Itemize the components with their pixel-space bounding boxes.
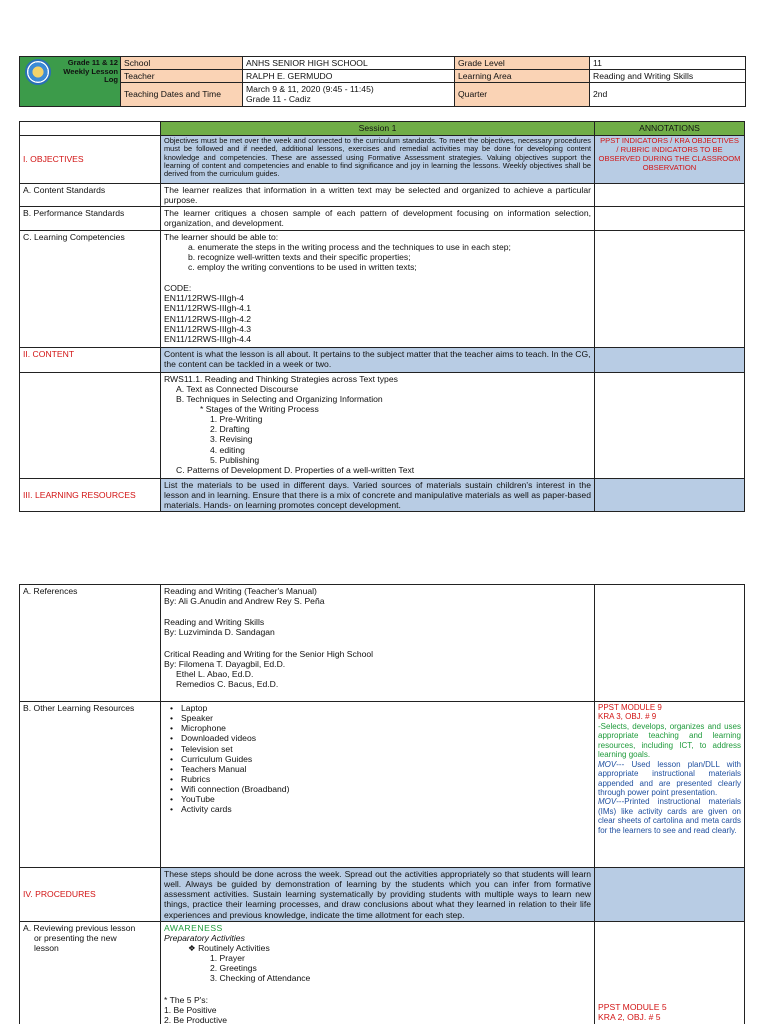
- code-item: EN11/12RWS-IIIgh-4.3: [164, 323, 252, 334]
- content-text: Content is what the lesson is all about. It pertains to the subject matter that the teacher aims to teach. In the CG, the content can be tackled in a week or two.: [161, 347, 595, 372]
- logo-cell: [20, 57, 121, 107]
- mov-note: [598, 760, 741, 798]
- topic-item: B. Techniques in Selecting and Organizing Information: [176, 393, 383, 404]
- five-ps-item: 2. Be Productive: [164, 1014, 228, 1024]
- grade-level-value: 11: [590, 57, 746, 70]
- content-standards-text: The learner realizes that information in a written text may be selected and organized to achieve a particular purpose.: [161, 184, 595, 207]
- routine-item: 2. Greetings: [210, 963, 257, 974]
- awareness-label: AWARENESS: [164, 922, 223, 933]
- ppst-module-9-kra: KRA 3, OBJ. # 9: [598, 712, 657, 722]
- list-item: • YouTube: [170, 794, 591, 804]
- grade-level-label: Grade Level: [455, 57, 590, 70]
- review-label: A. Reviewing previous lesson or presenting the new lesson: [23, 922, 136, 953]
- lesson-log-label: Grade 11 & 12 Weekly Lesson Log: [63, 58, 118, 85]
- reference-authors: By: Luzviminda D. Sandagan: [164, 627, 275, 638]
- mov-label: MOV: [598, 797, 617, 807]
- teacher-label: Teacher: [121, 70, 243, 83]
- references-label: A. References: [20, 585, 161, 702]
- resources-list: [164, 703, 591, 815]
- topic-subitem: * Stages of the Writing Process: [200, 403, 319, 414]
- learning-resources-text: List the materials to be used in different days. Varied sources of materials sustain children's interest in the lesson and in learning. Ensure that there is a mix of concrete and manipulative materials as well as paper-based materials. Hands- on learning promotes concept development.: [161, 478, 595, 511]
- review-cell: [161, 921, 595, 1024]
- mov-note: [598, 797, 741, 835]
- review-label-cell: [20, 921, 161, 1024]
- performance-standards-text: The learner critiques a chosen sample of each pattern of development focusing on information selection, organization, and development.: [161, 207, 595, 230]
- competency-item: b. recognize well-written texts and their specific properties;: [188, 251, 411, 262]
- mov-label: MOV: [598, 759, 617, 769]
- header-table: [19, 56, 746, 107]
- session-header: Session 1: [161, 122, 595, 136]
- reference-authors: Remedios C. Bacus, Ed.D.: [176, 678, 279, 689]
- topic-item: A. Text as Connected Discourse: [176, 383, 299, 394]
- routine-label: ❖ Routinely Activities: [188, 942, 270, 953]
- code-item: EN11/12RWS-IIIgh-4.4: [164, 333, 252, 344]
- competencies-intro: The learner should be able to:: [164, 231, 279, 242]
- quarter-label: Quarter: [455, 83, 590, 106]
- ppst-module-9-title: PPST MODULE 9: [598, 703, 662, 712]
- content-label: II. CONTENT: [20, 347, 161, 372]
- reference-title: Reading and Writing (Teacher's Manual): [164, 586, 317, 596]
- five-ps-item: 1. Be Positive: [164, 1004, 217, 1015]
- annotation-cell: [595, 207, 745, 230]
- ppst-indicators: PPST INDICATORS / KRA OBJECTIVES / RUBRIC INDICATORS TO BE OBSERVED DURING THE CLASSROOM OBSERVATION: [595, 136, 745, 184]
- school-seal-icon: [25, 59, 51, 85]
- routine-item: 1. Prayer: [210, 953, 245, 964]
- annotation-cell: [595, 372, 745, 478]
- other-resources-label: B. Other Learning Resources: [20, 702, 161, 868]
- reference-authors: By: Ali G.Anudin and Andrew Rey S. Peña: [164, 596, 325, 607]
- list-item: • Downloaded videos: [170, 733, 591, 743]
- stage-item: 5. Publishing: [210, 454, 260, 465]
- references-cell: [161, 585, 595, 702]
- annotation-cell: [595, 478, 745, 511]
- list-item: • Curriculum Guides: [170, 754, 591, 764]
- competency-item: c. employ the writing conventions to be used in written texts;: [188, 261, 417, 272]
- topic-item: C. Patterns of Development D. Properties of a well-written Text: [176, 464, 415, 475]
- list-item: • Activity cards: [170, 804, 591, 814]
- learning-resources-label: III. LEARNING RESOURCES: [20, 478, 161, 511]
- stage-item: 1. Pre-Writing: [210, 414, 263, 425]
- five-ps-label: * The 5 P's:: [164, 994, 208, 1005]
- code-item: EN11/12RWS-IIIgh-4.2: [164, 313, 252, 324]
- learning-area-label: Learning Area: [455, 70, 590, 83]
- content-standards-label: A. Content Standards: [20, 184, 161, 207]
- learning-competencies-label: C. Learning Competencies: [20, 230, 161, 347]
- stage-item: 3. Revising: [210, 434, 253, 445]
- annotation-cell: [595, 184, 745, 207]
- annotation-cell: [595, 347, 745, 372]
- list-item: • Microphone: [170, 723, 591, 733]
- annotation-cell: [595, 230, 745, 347]
- other-resources-cell: [161, 702, 595, 868]
- learning-area-value: Reading and Writing Skills: [590, 70, 746, 83]
- ppst-module-5-title: PPST MODULE 5: [598, 1001, 667, 1012]
- performance-standards-label: B. Performance Standards: [20, 207, 161, 230]
- blank-header-cell: [20, 122, 161, 136]
- school-value: ANHS SENIOR HIGH SCHOOL: [243, 57, 455, 70]
- competency-item: a. enumerate the steps in the writing process and the techniques to use in each step;: [188, 241, 511, 252]
- list-item: • Teachers Manual: [170, 764, 591, 774]
- dates-value: March 9 & 11, 2020 (9:45 - 11:45): [246, 84, 374, 95]
- list-item: • Rubrics: [170, 774, 591, 784]
- teacher-value: RALPH E. GERMUDO: [243, 70, 455, 83]
- procedures-label: IV. PROCEDURES: [20, 868, 161, 922]
- mov-text: --- Used lesson plan/DLL with appropriate instructional materials appended and are presented clearly through power point presentation.: [598, 759, 741, 797]
- objectives-text: Objectives must be met over the week and connected to the curriculum standards. To meet the objectives, necessary procedures must be followed and if needed, additional lessons, exercises and remedial activities may be done for developing content knowledge and competencies. These are assessed using Formative Assessment strategies. Valuing objectives support the learning of content and competencies and enable to find significance and joy in learning the lessons. Weekly objectives shall be derived from the curriculum guides.: [161, 136, 595, 184]
- ppst-module-9-cell: [595, 702, 745, 868]
- quarter-value: 2nd: [590, 83, 746, 106]
- stage-item: 4. editing: [210, 444, 245, 455]
- school-label: School: [121, 57, 243, 70]
- objectives-label: I. OBJECTIVES: [20, 136, 161, 184]
- reference-authors: Ethel L. Abao, Ed.D.: [176, 668, 254, 679]
- objectives-table: [19, 121, 745, 512]
- code-label: CODE:: [164, 283, 192, 294]
- stage-item: 2. Drafting: [210, 424, 250, 435]
- preparatory-label: Preparatory Activities: [164, 932, 245, 943]
- ppst-module-5-kra: KRA 2, OBJ. # 5: [598, 1011, 661, 1022]
- procedures-table: [19, 584, 745, 1024]
- list-item: • Wifi connection (Broadband): [170, 784, 591, 794]
- annotation-cell: [595, 868, 745, 922]
- ppst-module-5-cell: [595, 921, 745, 1024]
- list-item: • Television set: [170, 744, 591, 754]
- code-item: EN11/12RWS-IIIgh-4: [164, 293, 244, 304]
- ppst-module-9-desc: -Selects, develops, organizes and uses appropriate teaching and learning resources, including ICT, to address learning goals.: [598, 721, 741, 760]
- topic-main: RWS11.1. Reading and Thinking Strategies across Text types: [164, 373, 398, 384]
- procedures-text: These steps should be done across the week. Spread out the activities appropriately so that students will learn well. Always be guided by demonstration of learning by the students which you can infer from formative assessment activities. Sustain learning systematically by providing students with multiple ways to learn new things, practice their learning processes, and draw conclusions about what they learned in relation to their life experiences and previous knowledge, indicate the time allotment for each step.: [161, 868, 595, 922]
- code-item: EN11/12RWS-IIIgh-4.1: [164, 303, 252, 314]
- learning-competencies-cell: [161, 230, 595, 347]
- content-topics-cell: [161, 372, 595, 478]
- dates-label: Teaching Dates and Time: [121, 83, 243, 106]
- annotation-cell: [595, 585, 745, 702]
- annotations-header: ANNOTATIONS: [595, 122, 745, 136]
- mov-text: ---Printed instructional materials (IMs) like activity cards are given on clear sheets of cartolina and meta cards for the learners to see and read clearly.: [598, 797, 741, 835]
- reference-title: Reading and Writing Skills: [164, 617, 265, 628]
- section-value: Grade 11 - Cadiz: [246, 94, 311, 105]
- routine-item: 3. Checking of Attendance: [210, 973, 311, 984]
- list-item: • Laptop: [170, 703, 591, 713]
- list-item: • Speaker: [170, 713, 591, 723]
- dates-cell: [243, 83, 455, 106]
- reference-title: Critical Reading and Writing for the Senior High School: [164, 648, 374, 659]
- blank-label-cell: [20, 372, 161, 478]
- reference-authors: By: Filomena T. Dayagbil, Ed.D.: [164, 658, 286, 669]
